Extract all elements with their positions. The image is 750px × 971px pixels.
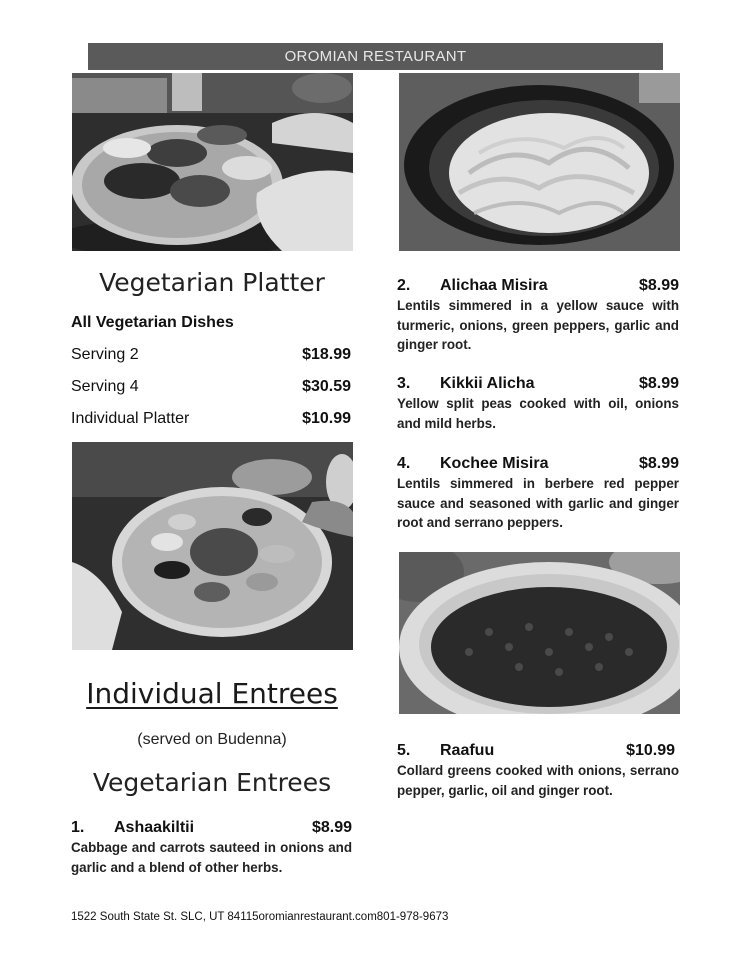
menu-item-number: 5. <box>397 742 411 759</box>
individual-entrees-note: (served on Budenna) <box>137 731 287 748</box>
menu-item-number: 4. <box>397 455 411 472</box>
menu-item-number: 2. <box>397 277 411 294</box>
menu-item-header <box>71 818 352 838</box>
menu-item-name: Ashaakiltii <box>114 819 195 836</box>
price-row-label: Serving 4 <box>71 378 139 395</box>
vegetarian-platter-title: Vegetarian Platter <box>99 268 325 297</box>
price-row-price: $30.59 <box>302 378 351 395</box>
menu-item-description: Lentils simmered in berbere red pepper sauce and seasoned with garlic and ginger root and serrano peppers. <box>397 476 679 530</box>
menu-item-price: $10.99 <box>626 742 675 759</box>
price-row-price: $18.99 <box>302 346 351 363</box>
menu-item-number: 1. <box>71 819 85 836</box>
menu-item-description: Lentils simmered in a yellow sauce with turmeric, onions, green peppers, garlic and ginger root. <box>397 298 679 352</box>
individual-platter-photo <box>72 442 353 650</box>
menu-item-price: $8.99 <box>638 375 679 392</box>
individual-entrees-title: Individual Entrees <box>86 677 338 710</box>
menu-item-price: $8.99 <box>638 455 679 472</box>
menu-item-raafuu <box>397 741 679 800</box>
menu-item-name: Kikkii Alicha <box>440 375 535 392</box>
menu-item-header <box>397 374 679 394</box>
alichaa-misira-photo <box>399 73 680 251</box>
raafuu-photo <box>399 552 680 714</box>
price-row-price: $10.99 <box>302 410 351 427</box>
injera-platter-photo <box>72 73 353 251</box>
menu-item-price: $8.99 <box>311 819 352 836</box>
price-row-label: Serving 2 <box>71 346 139 363</box>
menu-item-price: $8.99 <box>638 277 679 294</box>
menu-item-kochee-misira <box>397 454 679 533</box>
menu-item-name: Alichaa Misira <box>440 277 548 294</box>
menu-item-header <box>397 276 679 296</box>
menu-item-description: Cabbage and carrots sauteed in onions and garlic and a blend of other herbs. <box>71 840 352 875</box>
menu-item-name: Raafuu <box>440 742 495 759</box>
price-row-label: Individual Platter <box>71 410 190 427</box>
menu-item-header <box>397 741 679 761</box>
menu-item-alichaa-misira <box>397 276 679 355</box>
restaurant-title: OROMIAN RESTAURANT <box>284 48 467 65</box>
vegetarian-entrees-title: Vegetarian Entrees <box>92 768 332 797</box>
footer-contact: 1522 South State St. SLC, UT 84115oromianrestaurant.com801-978-9673 <box>71 911 449 923</box>
menu-item-kikkii-alicha <box>397 374 679 433</box>
menu-item-header <box>397 454 679 474</box>
restaurant-title-bar <box>88 43 663 70</box>
menu-item-number: 3. <box>397 375 411 392</box>
menu-item-description: Collard greens cooked with onions, serrano pepper, garlic, oil and ginger root. <box>397 763 679 798</box>
menu-item-name: Kochee Misira <box>440 455 549 472</box>
menu-item-ashaakiltii <box>71 818 352 877</box>
menu-item-description: Yellow split peas cooked with oil, onions and mild herbs. <box>397 396 679 431</box>
vegetarian-platter-subtitle: All Vegetarian Dishes <box>71 314 234 331</box>
